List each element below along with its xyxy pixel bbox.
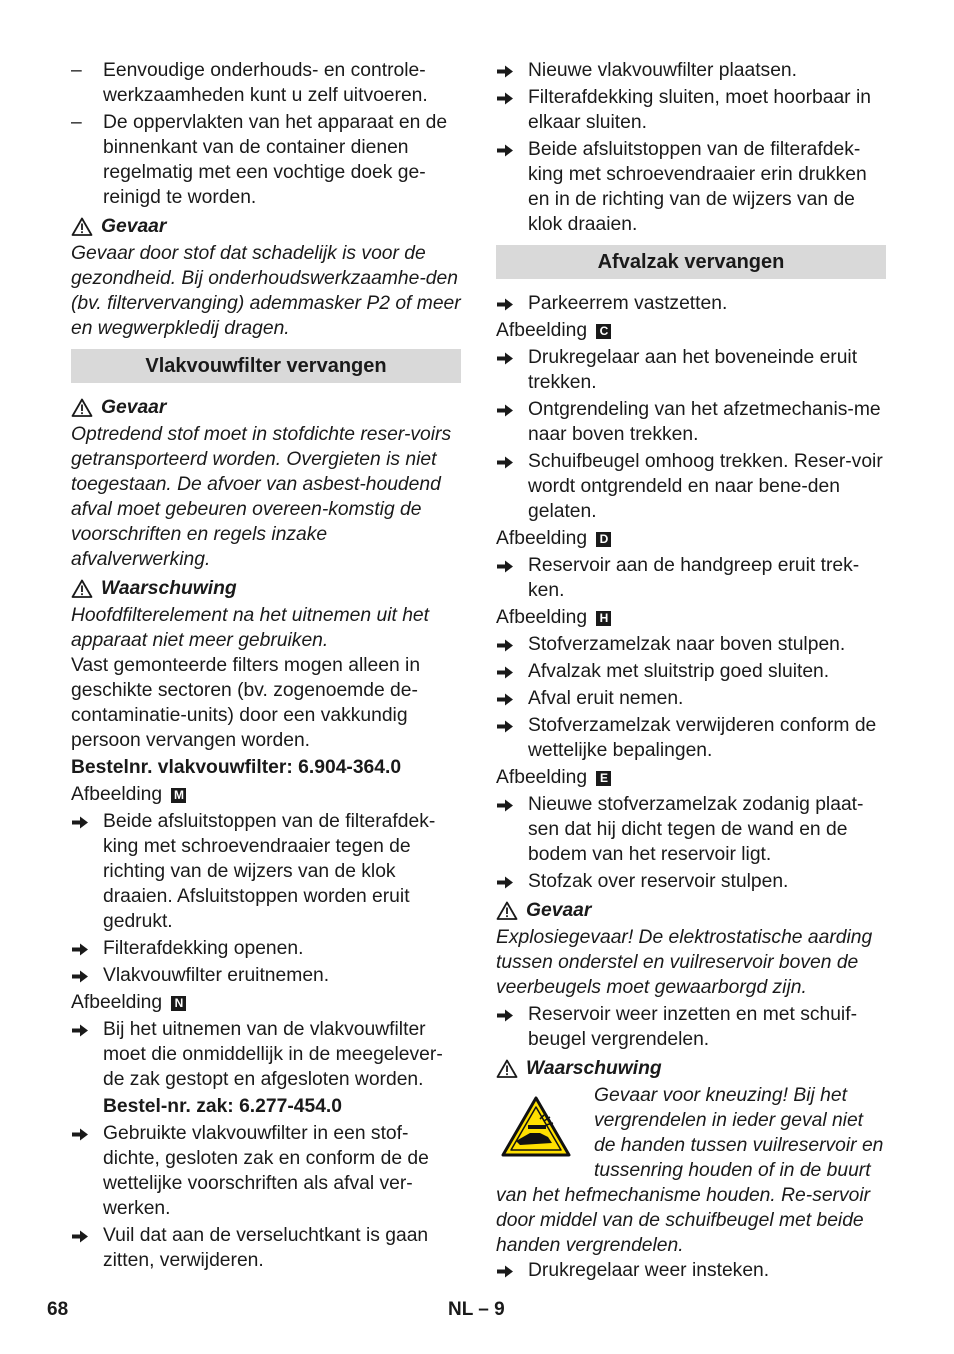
danger-title: Gevaar (526, 900, 592, 921)
dash-item-text: De oppervlakten van het apparaat en de binnenkant van de container dienen regelmatig met een vochtige doek ge-reinigd te worden. (103, 112, 448, 208)
warning-triangle-icon (71, 579, 93, 598)
section-title: Vlakvouwfilter vervangen (71, 349, 461, 383)
step-text: Reservoir aan de handgreep eruit trek-ken. (528, 555, 860, 601)
step-item (496, 137, 886, 237)
figure-reference (71, 990, 461, 1015)
step-text: Gebruikte vlakvouwfilter in een stof-dichte, gesloten zak en conform de de wettelijke voorschriften als afval ver-werken. (103, 1123, 429, 1219)
dash-marker: – (71, 112, 82, 133)
step-item (71, 1223, 461, 1273)
danger-text: Gevaar door stof dat schadelijk is voor de gezondheid. Bij onderhoudswerkzaamhe-den (bv. filtervervanging) ademmasker P2 of meer en wegwerpkledij dragen. (71, 243, 461, 339)
dash-item-text: Eenvoudige onderhouds- en controle-werkzaamheden kunt u zelf uitvoeren. (103, 60, 428, 106)
danger-text: Optredend stof moet in stofdichte reser-voirs getransporteerd worden. Overgieten is niet toegestaan. De afvoer van asbest-houdend afval moet gebeuren overeen-komstig de voorschriften en regels inzake afvalverwerking. (71, 424, 452, 570)
page-number: 68 (47, 1299, 69, 1320)
step-text: Stofverzamelzak naar boven stulpen. (528, 634, 846, 655)
arrow-right-icon (496, 64, 514, 79)
step-text: Vuil dat aan de verseluchtkant is gaan zitten, verwijderen. (103, 1225, 429, 1271)
step-text: Afvalzak met sluitstrip goed sluiten. (528, 661, 830, 682)
figure-label: Afbeelding (496, 320, 588, 341)
step-text: Bij het uitnemen van de vlakvouwfilter moet die onmiddellijk in de meegelever-de zak gestopt en afgesloten worden. (103, 1019, 443, 1090)
step-item (71, 809, 461, 934)
step-text: Vlakvouwfilter eruitnemen. (103, 965, 330, 986)
warning-heading (496, 1056, 886, 1081)
figure-letter: M (171, 788, 186, 803)
right-column (496, 58, 886, 1285)
step-item (496, 85, 886, 135)
step-item (71, 936, 461, 961)
arrow-right-icon (496, 455, 514, 470)
dash-marker: – (71, 60, 82, 81)
warning-heading (71, 576, 461, 601)
arrow-right-icon (496, 559, 514, 574)
step-item (496, 792, 886, 867)
figure-label: Afbeelding (71, 992, 163, 1013)
step-item (496, 659, 886, 684)
danger-text: Explosiegevaar! De elektrostatische aarding tussen onderstel en vuilreservoir boven de veerbeugels moet gewaarborgd zijn. (496, 927, 873, 998)
step-text: Filterafdekking openen. (103, 938, 304, 959)
step-text: Parkeerrem vastzetten. (528, 293, 728, 314)
step-item (496, 553, 886, 603)
step-item (496, 345, 886, 395)
step-item (496, 397, 886, 447)
warning-title: Waarschuwing (526, 1058, 662, 1079)
arrow-right-icon (496, 403, 514, 418)
order-number-bag: Bestel-nr. zak: 6.277-454.0 (103, 1096, 343, 1117)
arrow-right-icon (496, 638, 514, 653)
danger-heading (71, 395, 461, 420)
arrow-right-icon (71, 1229, 89, 1244)
figure-letter: E (596, 771, 611, 786)
hand-crush-hazard-icon (500, 1095, 572, 1159)
warning-triangle-icon (496, 1059, 518, 1078)
step-item (496, 632, 886, 657)
step-text: Schuifbeugel omhoog trekken. Reser-voir wordt ontgrendeld en naar bene-den gelaten. (528, 451, 883, 522)
figure-reference (496, 605, 886, 630)
dash-item (71, 58, 461, 108)
step-text: Afval eruit nemen. (528, 688, 684, 709)
figure-label: Afbeelding (71, 784, 163, 805)
step-item (496, 449, 886, 524)
figure-letter: D (596, 532, 611, 547)
step-text: Beide afsluitstoppen van de filterafdek-king met schroevendraaier erin drukken en in de richting van de wijzers van de klok draaien. (528, 139, 867, 235)
step-item (496, 686, 886, 711)
step-item (496, 291, 886, 316)
danger-heading (71, 214, 461, 239)
arrow-right-icon (496, 1264, 514, 1279)
arrow-right-icon (496, 798, 514, 813)
step-text: Ontgrendeling van het afzetmechanis-me naar boven trekken. (528, 399, 881, 445)
step-text: Stofverzamelzak verwijderen conform de wettelijke bepalingen. (528, 715, 877, 761)
warning-triangle-icon (496, 901, 518, 920)
left-column (71, 58, 461, 1275)
figure-letter: H (596, 611, 611, 626)
arrow-right-icon (71, 815, 89, 830)
danger-heading (496, 898, 886, 923)
arrow-right-icon (496, 91, 514, 106)
step-item (71, 963, 461, 988)
body-text: Vast gemonteerde filters mogen alleen in geschikte sectoren (bv. zogenoemde de-contaminatie-units) door een vakkundig persoon vervangen worden. (71, 655, 421, 751)
figure-reference (496, 526, 886, 551)
step-text: Filterafdekking sluiten, moet hoorbaar in elkaar sluiten. (528, 87, 871, 133)
danger-title: Gevaar (101, 216, 167, 237)
arrow-right-icon (71, 969, 89, 984)
step-text: Nieuwe stofverzamelzak zodanig plaat-sen dat hij dicht tegen de wand en de bodem van het reservoir ligt. (528, 794, 864, 865)
warning-title: Waarschuwing (101, 578, 237, 599)
figure-label: Afbeelding (496, 607, 588, 628)
arrow-right-icon (496, 1008, 514, 1023)
language-page-label: NL – 9 (448, 1299, 505, 1320)
step-text: Drukregelaar weer insteken. (528, 1260, 770, 1281)
figure-letter: N (171, 996, 186, 1011)
figure-label: Afbeelding (496, 767, 588, 788)
step-text: Nieuwe vlakvouwfilter plaatsen. (528, 60, 797, 81)
arrow-right-icon (496, 665, 514, 680)
dash-item (71, 110, 461, 210)
arrow-right-icon (496, 692, 514, 707)
step-text: Drukregelaar aan het boveneinde eruit trekken. (528, 347, 858, 393)
step-item (496, 58, 886, 83)
step-item (496, 869, 886, 894)
step-text: Reservoir weer inzetten en met schuif-beugel vergrendelen. (528, 1004, 857, 1050)
arrow-right-icon (71, 942, 89, 957)
figure-letter: C (596, 324, 611, 339)
step-item (496, 713, 886, 763)
warning-triangle-icon (71, 398, 93, 417)
arrow-right-icon (71, 1023, 89, 1038)
step-text: Beide afsluitstoppen van de filterafdek-king met schroevendraaier tegen de richting van de wijzers van de klok draaien. Afsluitstoppen worden eruit gedrukt. (103, 811, 436, 932)
figure-reference (496, 765, 886, 790)
section-title: Afvalzak vervangen (496, 245, 886, 279)
figure-label: Afbeelding (496, 528, 588, 549)
warning-text: Gevaar voor kneuzing! Bij het vergrendelen in ieder geval niet de handen tussen vuilreservoir en tussenring houden of in de buurt van het hefmechanisme houden. Re-servoir door middel van de schuifbeugel met beide handen vergrendelen. (496, 1085, 884, 1256)
step-item (496, 1002, 886, 1052)
figure-reference (496, 318, 886, 343)
warning-triangle-icon (71, 217, 93, 236)
step-item (71, 1121, 461, 1221)
warning-block (496, 1083, 886, 1258)
arrow-right-icon (496, 143, 514, 158)
order-number-filter: Bestelnr. vlakvouwfilter: 6.904-364.0 (71, 757, 402, 778)
step-item (71, 1017, 461, 1092)
arrow-right-icon (496, 875, 514, 890)
arrow-right-icon (496, 719, 514, 734)
figure-reference (71, 782, 461, 807)
danger-title: Gevaar (101, 397, 167, 418)
arrow-right-icon (71, 1127, 89, 1142)
arrow-right-icon (496, 351, 514, 366)
arrow-right-icon (496, 297, 514, 312)
warning-text: Hoofdfilterelement na het uitnemen uit het apparaat niet meer gebruiken. (71, 605, 429, 651)
step-item (496, 1258, 886, 1283)
step-text: Stofzak over reservoir stulpen. (528, 871, 789, 892)
